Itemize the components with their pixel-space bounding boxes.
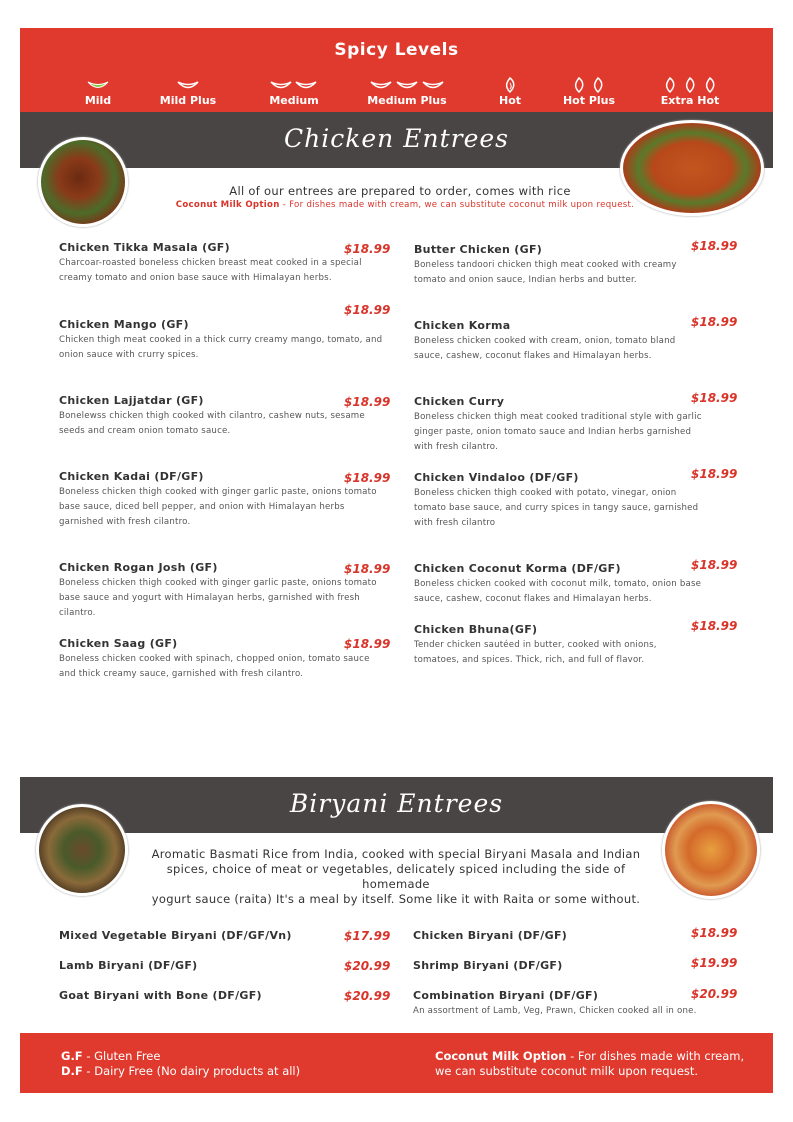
coconut-milk-note <box>120 200 690 210</box>
menu-item-desc: Boneless chicken cooked with spinach, chopped onion, tomato sauce and thick creamy sauce, garnished with fresh cilantro. <box>59 654 370 679</box>
gf-abbrev: G.F <box>61 1049 83 1063</box>
biryani-intro <box>140 847 652 907</box>
menu-item <box>414 319 704 364</box>
chili-outline-icon <box>156 76 220 94</box>
menu-item <box>59 637 389 682</box>
biryani-item-price: $19.99 <box>691 956 738 970</box>
menu-item <box>59 241 389 286</box>
biryani-entrees-title: Biryani Entrees <box>289 789 504 818</box>
menu-item-name: Chicken Curry <box>414 395 505 408</box>
biryani-item-price: $18.99 <box>691 926 738 940</box>
spicy-level-mild <box>78 76 118 107</box>
menu-item-desc: Boneless chicken thigh cooked with potato, vinegar, onion tomato base sauce, and curry spices in tangy sauce, garnished with fresh cilantro <box>414 488 699 528</box>
menu-item-name: Chicken Lajjatdar (GF) <box>59 394 204 407</box>
dairy-free-legend <box>61 1064 300 1079</box>
diet-legend <box>61 1049 300 1079</box>
menu-item <box>414 471 704 531</box>
spicy-level-hot <box>492 76 528 107</box>
chicken-entrees-title: Chicken Entrees <box>284 124 509 153</box>
menu-item-price: $18.99 <box>691 239 738 253</box>
menu-item-desc: Tender chicken sautéed in butter, cooked with onions, tomatoes, and spices. Thick, rich, and full of flavor. <box>414 640 657 665</box>
spicy-level-label: Mild Plus <box>159 94 217 107</box>
menu-item-name: Chicken Korma <box>414 319 511 332</box>
biryani-intro-line: yogurt sauce (raita) It's a meal by itself. Some like it with Raita or some without. <box>151 892 641 906</box>
biryani-entrees-header <box>20 777 773 833</box>
menu-item-name: Chicken Bhuna(GF) <box>414 623 538 636</box>
biryani-item-price: $20.99 <box>344 959 391 973</box>
biryani-item-name: Mixed Vegetable Biryani (DF/GF/Vn) <box>59 929 292 942</box>
menu-item-desc: Bonelewss chicken thigh cooked with cilantro, cashew nuts, sesame seeds and cream onion tomato sauce. <box>59 411 365 436</box>
menu-item-desc: Boneless chicken cooked with coconut milk, tomato, onion base sauce, cashew, coconut flakes and Himalayan herbs. <box>414 579 702 604</box>
biryani-item-name: Shrimp Biryani (DF/GF) <box>413 959 563 972</box>
flame-chili-icon <box>560 76 618 94</box>
spicy-levels-banner <box>20 28 773 112</box>
menu-item <box>414 562 724 607</box>
menu-item <box>59 318 389 363</box>
coconut-milk-footer-text: we can substitute coconut milk upon request. <box>435 1064 699 1078</box>
menu-item-desc: Charcoar-roasted boneless chicken breast meat cooked in a special creamy tomato and onion base sauce with Himalayan herbs. <box>59 258 362 283</box>
green-chili-icon <box>78 76 118 94</box>
spicy-level-label: Extra Hot <box>660 94 720 107</box>
biryani-dish-image-right <box>662 801 760 899</box>
menu-item-desc: Boneless chicken thigh cooked with ginger garlic paste, onions tomato base sauce, diced bell pepper, and onion with Himalayan herbs garnished with fresh cilantro. <box>59 487 377 527</box>
menu-item-price: $18.99 <box>691 391 738 405</box>
flame-chili-icon <box>492 76 528 94</box>
menu-item <box>414 623 704 668</box>
biryani-item-price: $20.99 <box>691 987 738 1001</box>
chicken-dish-image-left <box>38 137 128 227</box>
biryani-item-name: Goat Biryani with Bone (DF/GF) <box>59 989 262 1002</box>
menu-item <box>414 395 704 455</box>
menu-item-desc: Chicken thigh meat cooked in a thick curry creamy mango, tomato, and onion sauce with crurry spices. <box>59 335 383 360</box>
spicy-level-medium-plus <box>362 76 452 107</box>
coconut-milk-text: - For dishes made with cream, we can substitute coconut milk upon request. <box>279 200 635 210</box>
legend-footer <box>20 1033 773 1093</box>
spicy-levels-title: Spicy Levels <box>334 40 459 60</box>
menu-item-name: Chicken Mango (GF) <box>59 318 189 331</box>
biryani-item-price: $17.99 <box>344 929 391 943</box>
menu-item-name: Chicken Tikka Masala (GF) <box>59 241 230 254</box>
menu-item-name: Chicken Saag (GF) <box>59 637 178 650</box>
menu-item-desc: Boneless chicken cooked with cream, onion, tomato bland sauce, cashew, coconut flakes and Himalayan herbs. <box>414 336 676 361</box>
gf-meaning: - Gluten Free <box>82 1049 161 1063</box>
menu-item-price: $18.99 <box>691 619 738 633</box>
biryani-intro-line: spices, choice of meat or vegetables, delicately spiced including the side of homemade <box>166 862 626 891</box>
chicken-intro <box>150 184 650 198</box>
gluten-free-legend <box>61 1049 300 1064</box>
spicy-level-mild-plus <box>156 76 220 107</box>
coconut-milk-footer-note <box>435 1049 744 1079</box>
biryani-item-desc: An assortment of Lamb, Veg, Prawn, Chicken cooked all in one. <box>413 1006 697 1016</box>
biryani-item-name: Chicken Biryani (DF/GF) <box>413 929 568 942</box>
menu-item-price: $18.99 <box>344 471 391 485</box>
df-abbrev: D.F <box>61 1064 83 1078</box>
spicy-level-hot-plus <box>560 76 618 107</box>
flame-chili-icon <box>656 76 724 94</box>
df-meaning: - Dairy Free (No dairy products at all) <box>82 1064 301 1078</box>
menu-item-desc: Boneless chicken thigh meat cooked traditional style with garlic ginger paste, onion tomato sauce and Indian herbs garnished with fresh cilantro. <box>414 412 702 452</box>
biryani-item-price: $20.99 <box>344 989 391 1003</box>
chili-outline-icon <box>264 76 324 94</box>
coconut-milk-footer-text: - For dishes made with cream, <box>566 1049 745 1063</box>
chicken-intro-text: All of our entrees are prepared to order, comes with rice <box>229 184 571 198</box>
menu-item-price: $18.99 <box>691 467 738 481</box>
menu-item-price: $18.99 <box>691 558 738 572</box>
biryani-intro-line: Aromatic Basmati Rice from India, cooked with special Biryani Masala and Indian <box>151 847 641 861</box>
menu-item-name: Chicken Kadai (DF/GF) <box>59 470 204 483</box>
biryani-dish-image-left <box>36 804 128 896</box>
menu-item-price: $18.99 <box>691 315 738 329</box>
menu-item <box>59 470 389 530</box>
spicy-level-label: Hot Plus <box>562 94 616 107</box>
spicy-level-medium <box>264 76 324 107</box>
chili-outline-icon <box>362 76 452 94</box>
menu-item <box>59 561 389 621</box>
menu-item-desc: Boneless chicken thigh cooked with ginger garlic paste, onions tomato base sauce and yogurt with Himalayan herbs, garnished with fresh cilantro. <box>59 578 377 618</box>
menu-item-name: Butter Chicken (GF) <box>414 243 543 256</box>
menu-item <box>59 394 389 439</box>
menu-item-name: Chicken Rogan Josh (GF) <box>59 561 218 574</box>
menu-item-price: $18.99 <box>344 395 391 409</box>
spicy-level-label: Mild <box>84 94 112 107</box>
menu-item-name: Chicken Vindaloo (DF/GF) <box>414 471 579 484</box>
menu-item <box>414 243 704 288</box>
menu-item-price: $18.99 <box>344 562 391 576</box>
menu-item-desc: Boneless tandoori chicken thigh meat cooked with creamy tomato and onion sauce, Indian herbs and butter. <box>414 260 677 285</box>
biryani-item-name: Combination Biryani (DF/GF) <box>413 989 599 1002</box>
menu-item-price: $18.99 <box>344 637 391 651</box>
spicy-level-label: Medium <box>269 94 319 107</box>
biryani-item-name: Lamb Biryani (DF/GF) <box>59 959 198 972</box>
menu-item-price: $18.99 <box>344 303 391 317</box>
coconut-milk-footer-label: Coconut Milk Option <box>435 1049 567 1063</box>
menu-item-price: $18.99 <box>344 242 391 256</box>
spicy-level-label: Hot <box>498 94 522 107</box>
spicy-level-extra-hot <box>656 76 724 107</box>
menu-item-name: Chicken Coconut Korma (DF/GF) <box>414 562 621 575</box>
coconut-milk-label: Coconut Milk Option <box>175 200 280 210</box>
spicy-level-label: Medium Plus <box>367 94 447 107</box>
